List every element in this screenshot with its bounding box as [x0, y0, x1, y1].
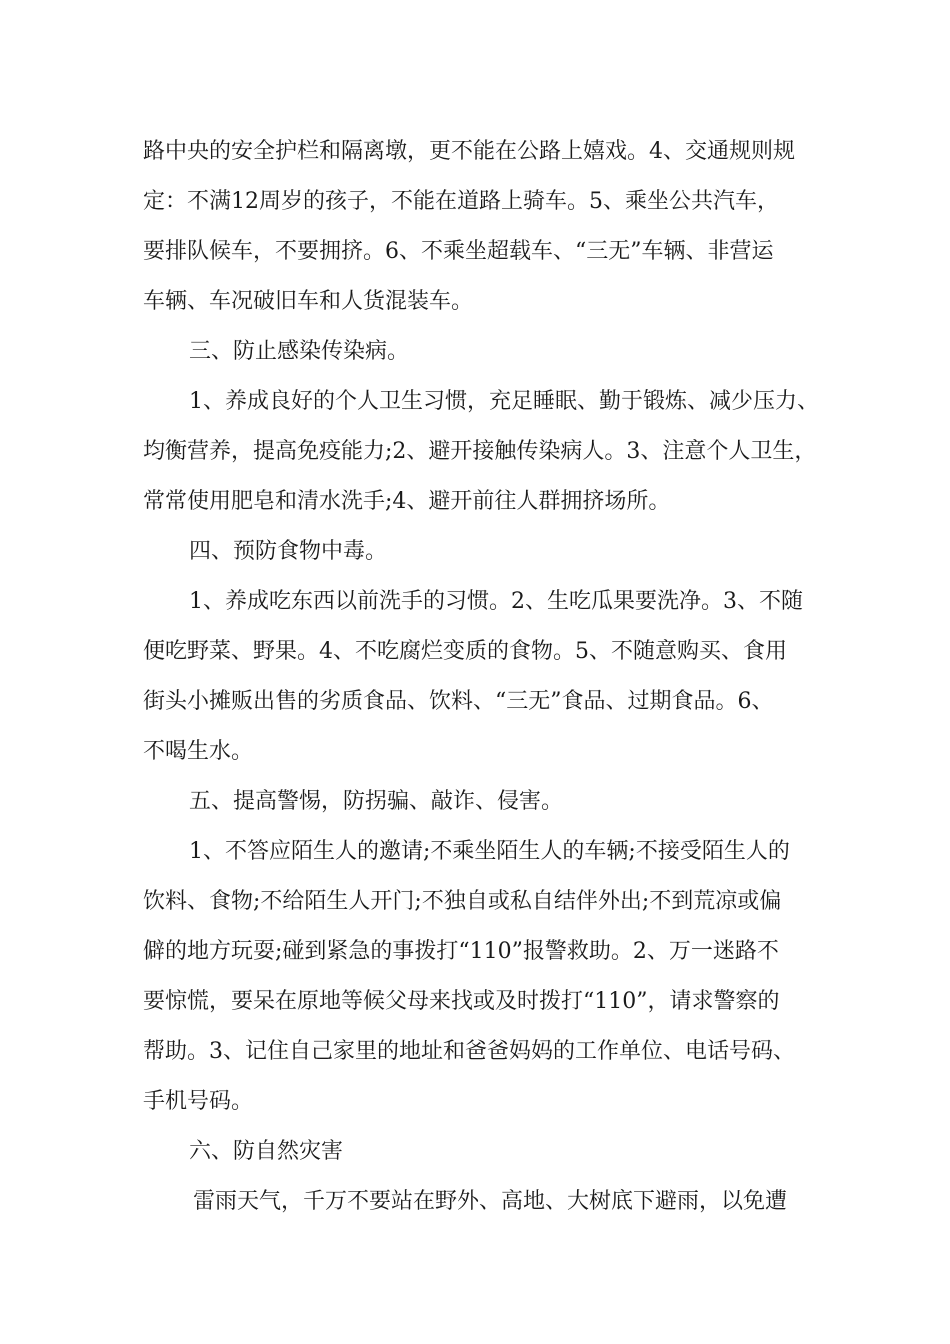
text-line-8: 常常使用肥皂和清水洗手;4、避开前往人群拥挤场所。 — [143, 489, 671, 514]
text-line-20: 手机号码。 — [143, 1089, 254, 1114]
text-line-22: 雷雨天气，千万不要站在野外、高地、大树底下避雨，以免遭 — [193, 1189, 788, 1214]
text-line-17: 僻的地方玩耍;碰到紧急的事拨打“110”报警救助。2、万一迷路不 — [143, 939, 779, 964]
section-heading-6: 六、防自然灾害 — [189, 1139, 344, 1164]
text-line-3: 要排队候车，不要拥挤。6、不乘坐超载车、“三无”车辆、非营运 — [143, 239, 774, 264]
text-line-4: 车辆、车况破旧车和人货混装车。 — [143, 289, 474, 314]
text-line-11: 便吃野菜、野果。4、不吃腐烂变质的食物。5、不随意购买、食用 — [143, 639, 787, 664]
text-line-10: 1、养成吃东西以前洗手的习惯。2、生吃瓜果要洗净。3、不随 — [189, 589, 803, 614]
text-line-13: 不喝生水。 — [143, 739, 254, 764]
text-line-18: 要惊慌，要呆在原地等候父母来找或及时拨打“110”，请求警察的 — [143, 989, 780, 1014]
text-line-6: 1、养成良好的个人卫生习惯，充足睡眠、勤于锻炼、减少压力、 — [189, 389, 819, 414]
section-heading-3: 三、防止感染传染病。 — [189, 339, 410, 364]
text-line-19: 帮助。3、记住自己家里的地址和爸爸妈妈的工作单位、电话号码、 — [143, 1039, 795, 1064]
text-line-12: 街头小摊贩出售的劣质食品、饮料、“三无”食品、过期食品。6、 — [143, 689, 774, 714]
text-line-1: 路中央的安全护栏和隔离墩，更不能在公路上嬉戏。4、交通规则规 — [143, 139, 795, 164]
text-line-16: 饮料、食物;不给陌生人开门;不独自或私自结伴外出;不到荒凉或偏 — [143, 889, 782, 914]
section-heading-4: 四、预防食物中毒。 — [189, 539, 388, 564]
text-line-2: 定：不满12周岁的孩子，不能在道路上骑车。5、乘坐公共汽车， — [143, 189, 779, 214]
text-line-7: 均衡营养，提高免疫能力;2、避开接触传染病人。3、注意个人卫生， — [143, 439, 817, 464]
section-heading-5: 五、提高警惕，防拐骗、敲诈、侵害。 — [189, 789, 564, 814]
text-line-15: 1、不答应陌生人的邀请;不乘坐陌生人的车辆;不接受陌生人的 — [189, 839, 790, 864]
